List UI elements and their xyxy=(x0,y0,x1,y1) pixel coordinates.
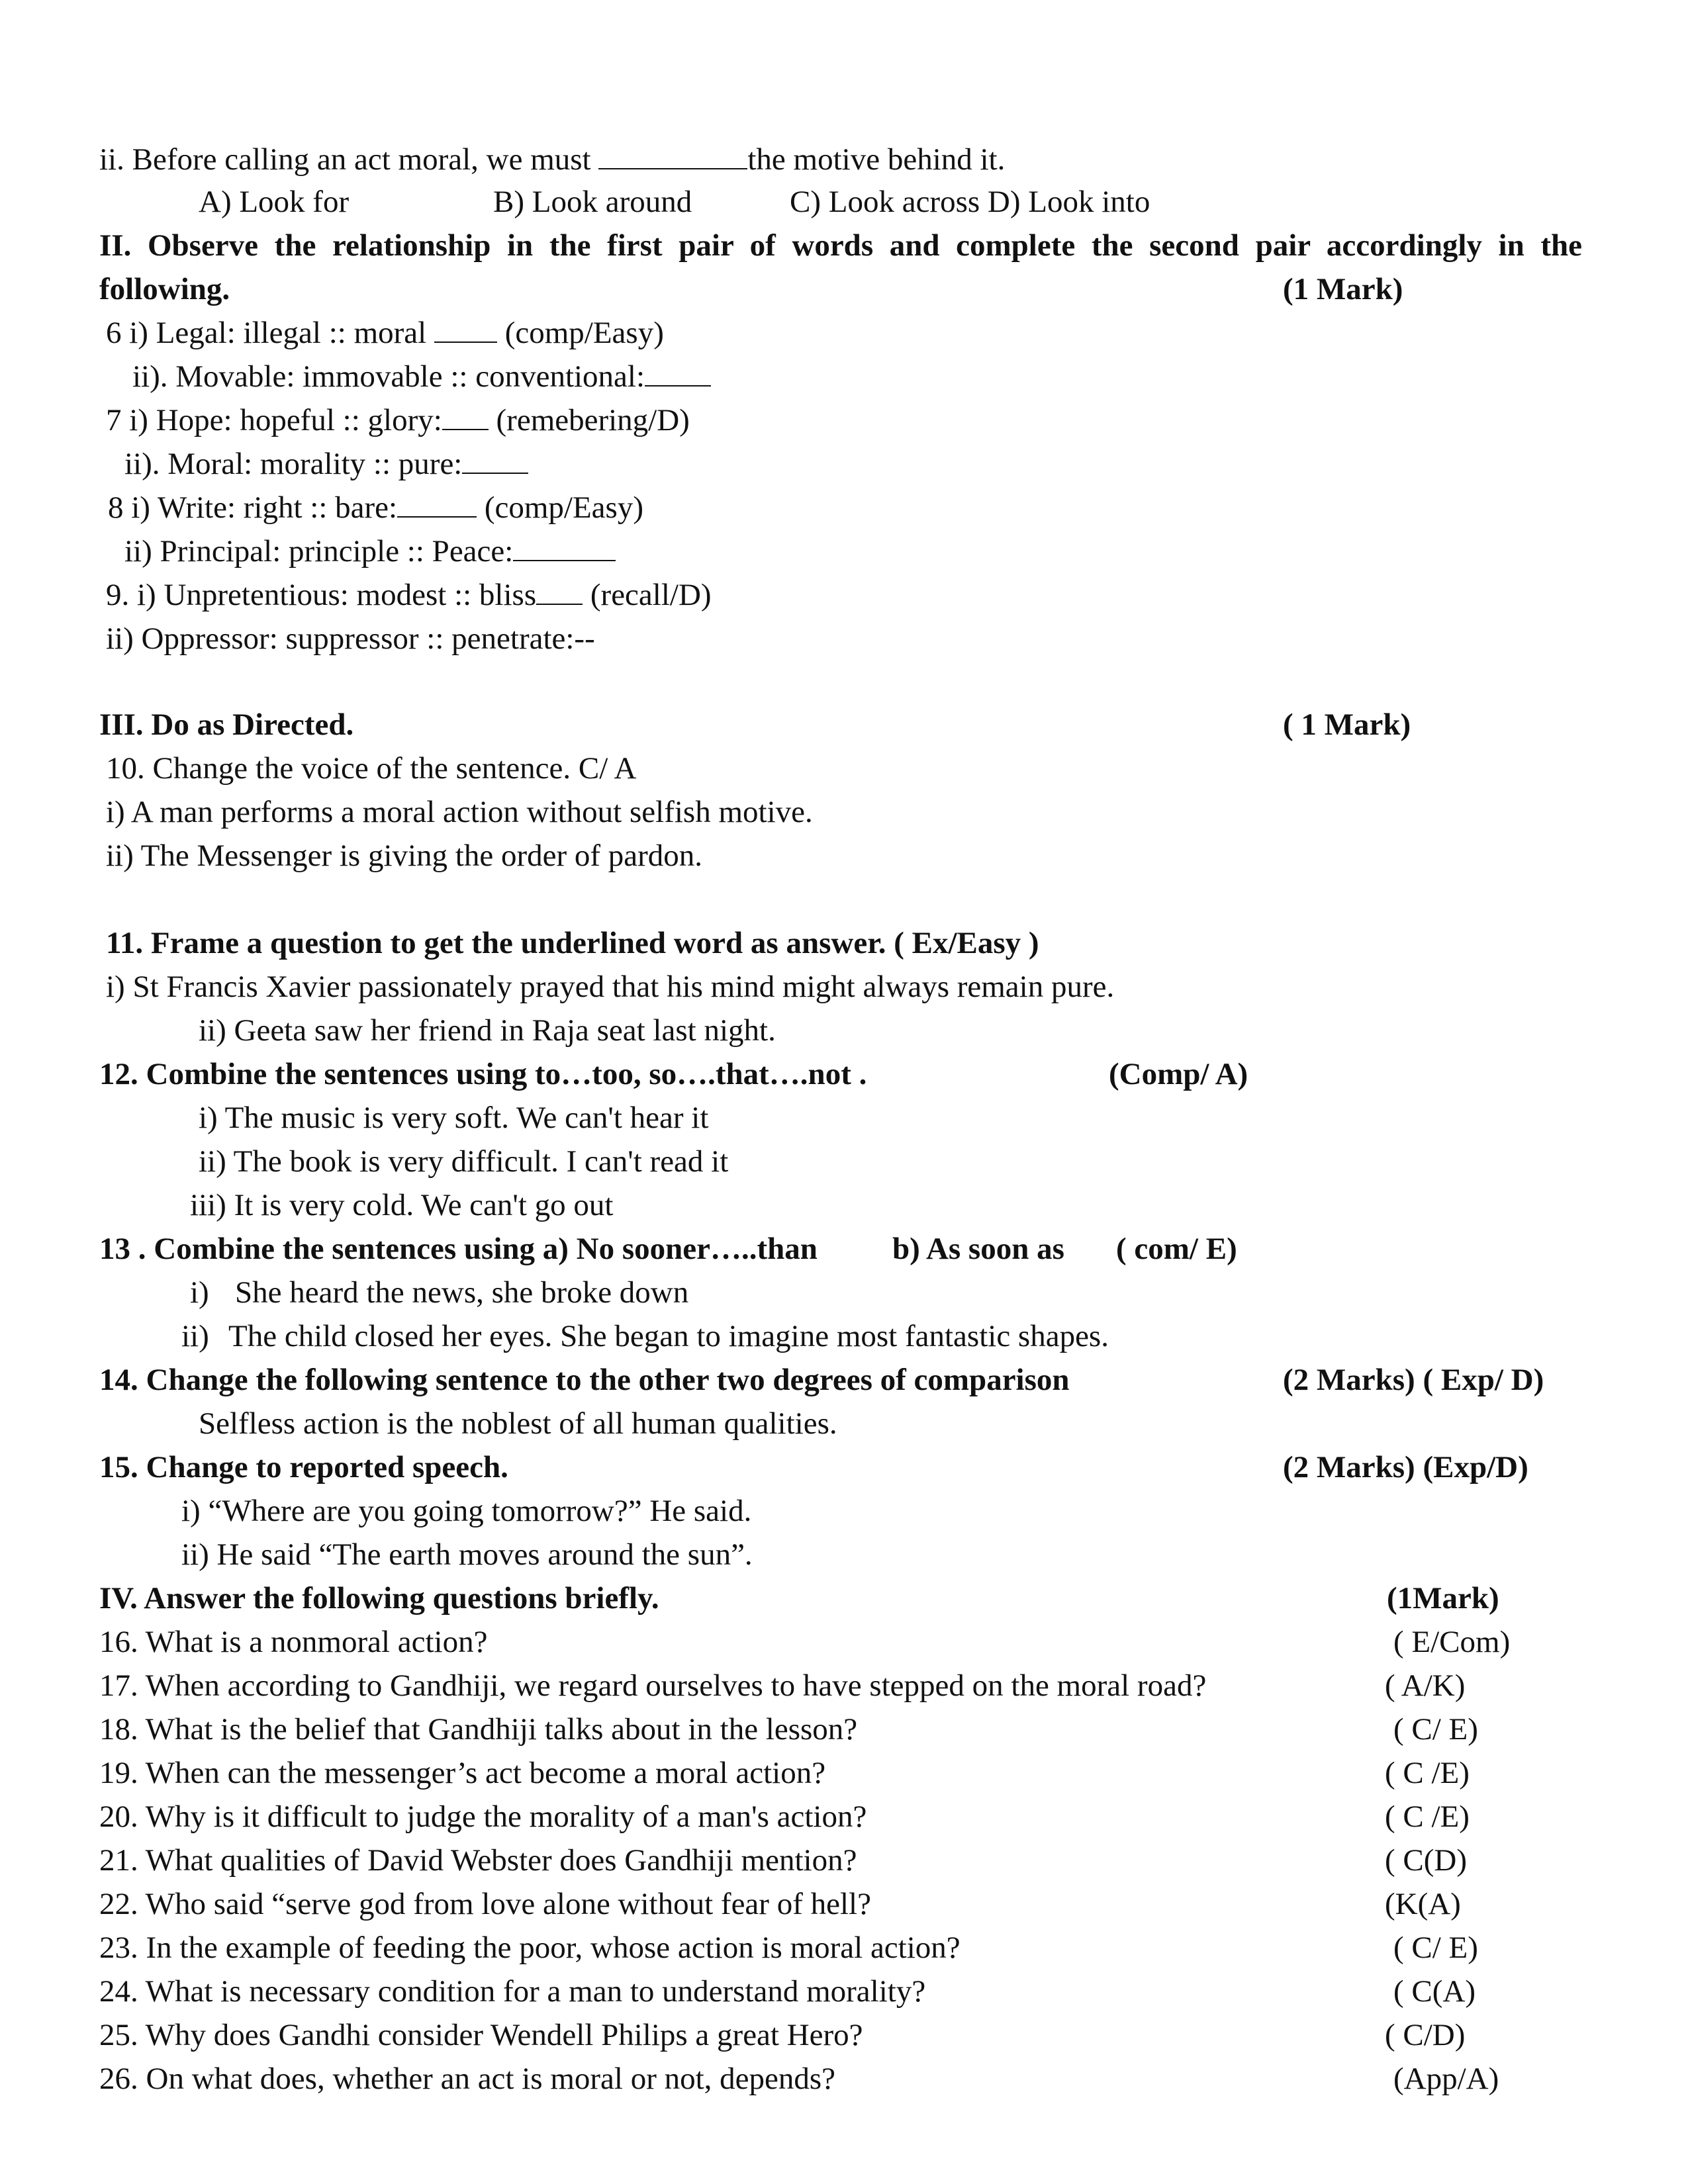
analogy-item: ii). Moral: morality :: pure: xyxy=(124,445,528,483)
question-11: 11. Frame a question to get the underlined word as answer. ( Ex/Easy ) xyxy=(106,926,1039,960)
section-4-marks: (1Mark) xyxy=(1387,1581,1499,1615)
question-14-tag: (2 Marks) ( Exp/ D) xyxy=(1283,1363,1544,1397)
question-16-tag: ( E/Com) xyxy=(1393,1625,1511,1659)
question-23: 23. In the example of feeding the poor, whose action is moral action? xyxy=(99,1931,961,1965)
question-13-ii-num: ii) xyxy=(181,1319,209,1353)
question-18-tag: ( C/ E) xyxy=(1393,1712,1478,1747)
question-12-tag: (Comp/ A) xyxy=(1109,1057,1248,1091)
question-10-i: i) A man performs a moral action without selfish motive. xyxy=(106,795,813,829)
question-13-tag: ( com/ E) xyxy=(1116,1232,1237,1266)
question-26-tag: (App/A) xyxy=(1393,2062,1499,2096)
question-20: 20. Why is it difficult to judge the morality of a man's action? xyxy=(99,1799,867,1834)
answer-blank xyxy=(442,402,489,430)
question-24-tag: ( C(A) xyxy=(1393,1974,1476,2009)
question-12-iii: iii) It is very cold. We can't go out xyxy=(190,1188,614,1222)
question-24: 24. What is necessary condition for a man to understand morality? xyxy=(99,1974,926,2009)
question-13-i-num: i) xyxy=(190,1275,209,1310)
question-16: 16. What is a nonmoral action? xyxy=(99,1625,488,1659)
answer-blank xyxy=(397,490,477,518)
analogy-item: ii). Movable: immovable :: conventional: xyxy=(132,357,711,396)
question-13: 13 . Combine the sentences using a) No sooner…..than xyxy=(99,1232,818,1266)
section-4-heading: IV. Answer the following questions briefly. xyxy=(99,1581,659,1615)
option-a: A) Look for xyxy=(199,185,350,219)
question-17-tag: ( A/K) xyxy=(1385,1668,1466,1703)
question-22: 22. Who said “serve god from love alone without fear of hell? xyxy=(99,1887,871,1921)
analogy-item: ii) Principal: principle :: Peace: xyxy=(124,532,616,570)
answer-blank xyxy=(513,533,616,561)
analogy-item: 9. i) Unpretentious: modest :: bliss (recall/D) xyxy=(106,578,712,612)
option-c-d: C) Look across D) Look into xyxy=(790,185,1150,219)
question-11-ii: ii) Geeta saw her friend in Raja seat last night. xyxy=(199,1013,776,1048)
answer-blank xyxy=(434,315,497,343)
analogy-item: 7 i) Hope: hopeful :: glory: (remebering/D) xyxy=(106,403,690,437)
question-21-tag: ( C(D) xyxy=(1385,1843,1467,1878)
question-ii-line xyxy=(99,140,1005,179)
answer-blank xyxy=(462,446,528,474)
section-3-marks: ( 1 Mark) xyxy=(1283,707,1411,742)
question-text-end: the motive behind it. xyxy=(747,142,1006,177)
question-25-tag: ( C/D) xyxy=(1385,2018,1466,2052)
analogy-item: 6 i) Legal: illegal :: moral (comp/Easy) xyxy=(106,316,664,350)
section-3-heading: III. Do as Directed. xyxy=(99,707,354,742)
section-2-marks: (1 Mark) xyxy=(1283,272,1403,306)
question-21: 21. What qualities of David Webster does Gandhiji mention? xyxy=(99,1843,857,1878)
question-15-ii: ii) He said “The earth moves around the sun”. xyxy=(181,1537,753,1572)
question-12-ii: ii) The book is very difficult. I can't read it xyxy=(199,1144,729,1179)
section-2-heading-cont: following. xyxy=(99,272,230,306)
question-13-b: b) As soon as xyxy=(892,1232,1064,1266)
section-2-heading: II. Observe the relationship in the first pair of words and complete the second pair accordingly in the xyxy=(99,228,1582,263)
question-12-i: i) The music is very soft. We can't hear it xyxy=(199,1101,709,1135)
answer-blank xyxy=(536,577,583,605)
question-22-tag: (K(A) xyxy=(1385,1887,1461,1921)
question-20-tag: ( C /E) xyxy=(1385,1799,1470,1834)
question-15: 15. Change to reported speech. xyxy=(99,1450,508,1484)
question-23-tag: ( C/ E) xyxy=(1393,1931,1478,1965)
answer-blank xyxy=(645,359,711,387)
question-15-tag: (2 Marks) (Exp/D) xyxy=(1283,1450,1528,1484)
question-19-tag: ( C /E) xyxy=(1385,1756,1470,1790)
question-18: 18. What is the belief that Gandhiji talks about in the lesson? xyxy=(99,1712,858,1747)
question-14-text: Selfless action is the noblest of all human qualities. xyxy=(199,1406,837,1441)
answer-blank xyxy=(598,142,747,169)
question-text: ii. Before calling an act moral, we must xyxy=(99,142,591,177)
question-17: 17. When according to Gandhiji, we regard ourselves to have stepped on the moral road? xyxy=(99,1668,1207,1703)
question-13-ii: The child closed her eyes. She began to imagine most fantastic shapes. xyxy=(228,1319,1109,1353)
question-11-i: i) St Francis Xavier passionately prayed that his mind might always remain pure. xyxy=(106,970,1115,1004)
option-b: B) Look around xyxy=(493,185,692,219)
analogy-item: 8 i) Write: right :: bare: (comp/Easy) xyxy=(108,490,643,525)
question-14: 14. Change the following sentence to the other two degrees of comparison xyxy=(99,1363,1070,1397)
question-19: 19. When can the messenger’s act become a moral action? xyxy=(99,1756,826,1790)
question-26: 26. On what does, whether an act is moral or not, depends? xyxy=(99,2062,836,2096)
question-13-i: She heard the news, she broke down xyxy=(235,1275,689,1310)
question-25: 25. Why does Gandhi consider Wendell Philips a great Hero? xyxy=(99,2018,863,2052)
question-10: 10. Change the voice of the sentence. C/ A xyxy=(106,751,637,786)
analogy-item: ii) Oppressor: suppressor :: penetrate:-- xyxy=(106,621,595,656)
question-15-i: i) “Where are you going tomorrow?” He said. xyxy=(181,1494,752,1528)
question-12: 12. Combine the sentences using to…too, so….that….not . xyxy=(99,1057,867,1091)
question-10-ii: ii) The Messenger is giving the order of pardon. xyxy=(106,839,703,873)
